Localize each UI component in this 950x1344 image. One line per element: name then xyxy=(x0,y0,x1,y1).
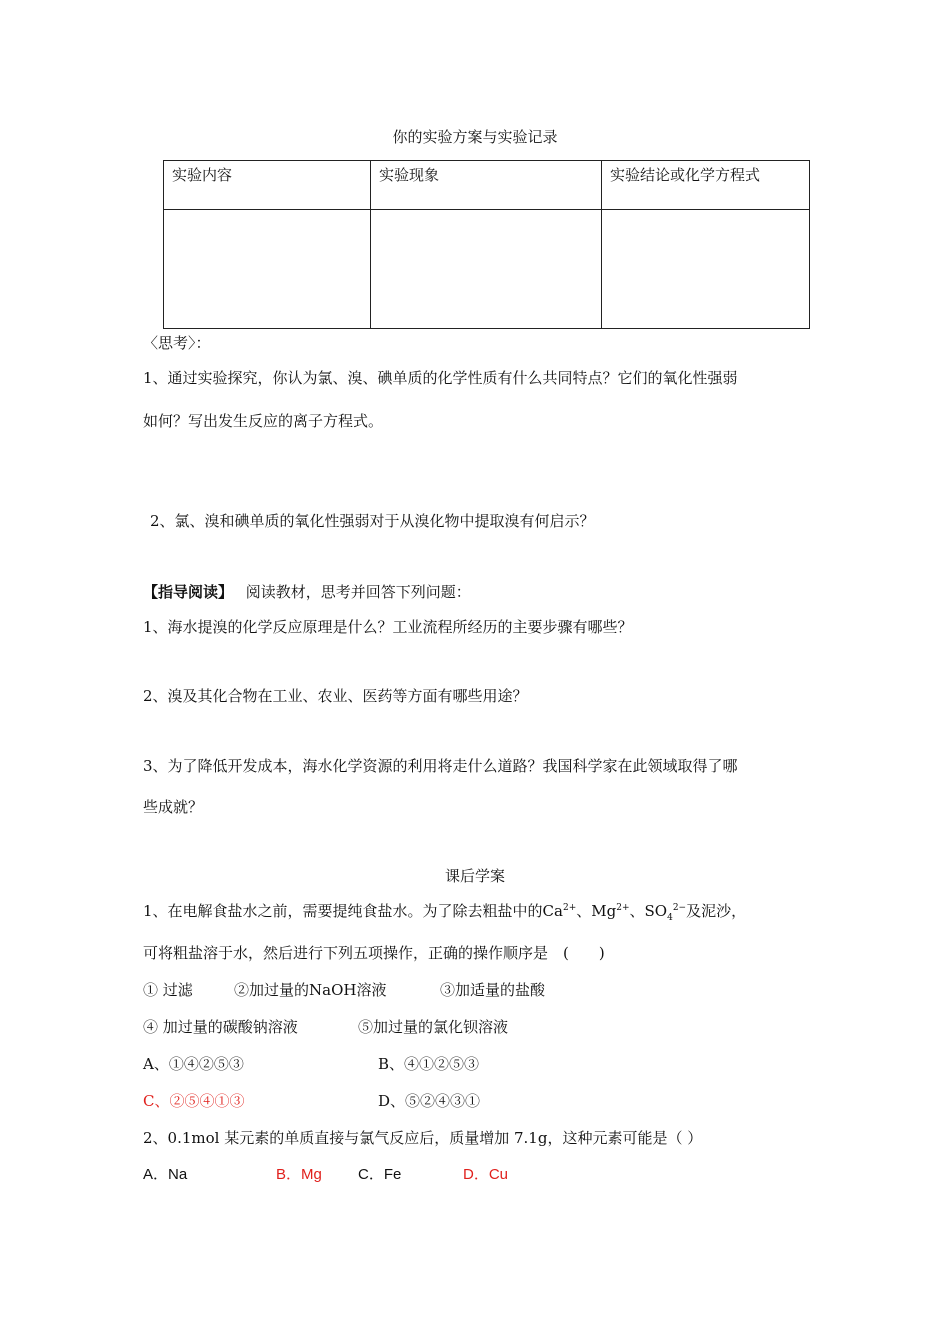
problem-1-line2: 可将粗盐溶于水，然后进行下列五项操作，正确的操作顺序是 ( ) xyxy=(143,944,605,962)
table-row xyxy=(164,210,810,329)
after-class-title: 课后学案 xyxy=(444,867,505,885)
problem-2-choice-b-answer[interactable]: B．Mg xyxy=(276,1166,322,1183)
so4-subscript: 4 xyxy=(667,913,673,923)
blank-cell-content[interactable] xyxy=(164,210,371,329)
guide-reading-line xyxy=(143,582,471,602)
operation-3: ③加适量的盐酸 xyxy=(440,981,546,999)
problem-2-stem: 2、0.1mol 某元素的单质直接与氯气反应后，质量增加 7.1g，这种元素可能是（ ） xyxy=(143,1129,703,1147)
problem-1-line1 xyxy=(143,901,746,921)
think-label: 〈思考〉： xyxy=(143,334,211,352)
think-question-2: 2、氯、溴和碘单质的氧化性强弱对于从溴化物中提取溴有何启示？ xyxy=(150,512,595,530)
problem-2-choice-d-answer[interactable]: D．Cu xyxy=(463,1166,509,1183)
problem-1-choice-a[interactable]: A、①④②⑤③ xyxy=(143,1055,244,1073)
record-title: 你的实验方案与实验记录 xyxy=(392,128,558,146)
problem-1-text-b: 、Mg xyxy=(576,902,617,920)
problem-1-text-c: 、SO xyxy=(629,902,668,920)
header-cell-conclusion: 实验结论或化学方程式 xyxy=(602,161,810,210)
guide-question-3-line2: 些成就？ xyxy=(143,798,204,816)
problem-1-text-a: 1、在电解食盐水之前，需要提纯食盐水。为了除去粗盐中的Ca xyxy=(143,902,563,920)
header-cell-phenomenon: 实验现象 xyxy=(371,161,602,210)
think-question-1-line1: 1、通过实验探究，你认为氯、溴、碘单质的化学性质有什么共同特点？它们的氧化性强弱 xyxy=(143,369,738,387)
problem-1-choice-b[interactable]: B、④①②⑤③ xyxy=(378,1055,480,1073)
table-header-row xyxy=(164,161,810,210)
guide-intro: 阅读教材，思考并回答下列问题： xyxy=(245,583,471,601)
operation-5: ⑤加过量的氯化钡溶液 xyxy=(358,1018,509,1036)
think-question-1-line2: 如何？写出发生反应的离子方程式。 xyxy=(143,412,384,430)
experiment-record-table xyxy=(163,160,810,329)
mg-charge: 2+ xyxy=(616,903,630,913)
guide-label: 【指导阅读】 xyxy=(143,583,234,601)
ca-charge: 2+ xyxy=(562,903,577,913)
so4-charge: 2− xyxy=(672,903,687,913)
problem-1-choice-c-answer[interactable]: C、②⑤④①③ xyxy=(143,1092,245,1110)
operation-1: ① 过滤 xyxy=(143,981,193,999)
operation-2: ②加过量的NaOH溶液 xyxy=(234,981,387,999)
guide-question-3-line1: 3、为了降低开发成本，海水化学资源的利用将走什么道路？我国科学家在此领域取得了哪 xyxy=(143,757,738,775)
header-cell-content: 实验内容 xyxy=(164,161,371,210)
problem-2-choice-c[interactable]: C．Fe xyxy=(358,1166,402,1183)
problem-1-text-end: 及泥沙， xyxy=(686,902,747,920)
guide-question-2: 2、溴及其化合物在工业、农业、医药等方面有哪些用途？ xyxy=(143,687,528,705)
operation-4: ④ 加过量的碳酸钠溶液 xyxy=(143,1018,298,1036)
problem-2-choice-a[interactable]: A．Na xyxy=(143,1166,188,1183)
guide-question-1: 1、海水提溴的化学反应原理是什么？工业流程所经历的主要步骤有哪些？ xyxy=(143,618,633,636)
blank-cell-phenomenon[interactable] xyxy=(371,210,602,329)
problem-1-choice-d[interactable]: D、⑤②④③① xyxy=(378,1092,481,1110)
blank-cell-conclusion[interactable] xyxy=(602,210,810,329)
